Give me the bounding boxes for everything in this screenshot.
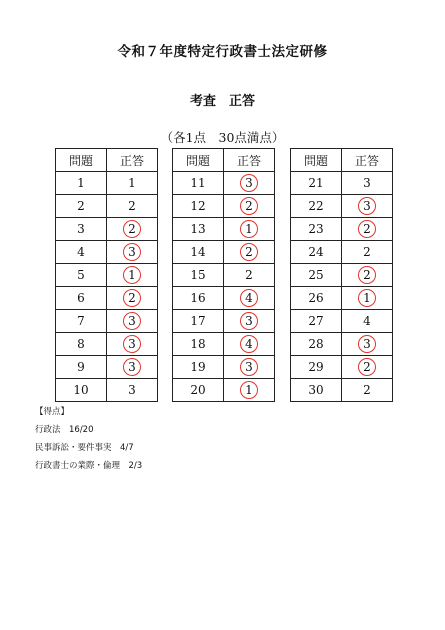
table-header-row xyxy=(56,149,158,172)
question-number: 17 xyxy=(173,310,224,333)
document-title: 令和７年度特定行政書士法定研修 xyxy=(117,44,328,60)
table-row xyxy=(173,195,275,218)
table-row xyxy=(173,172,275,195)
correct-answer-cell xyxy=(107,218,158,241)
correct-answer-cell xyxy=(224,310,275,333)
correct-answer-cell xyxy=(107,195,158,218)
score-line-ethics: 行政書士の業際・倫理 2/3 xyxy=(35,461,143,471)
answer-table-2 xyxy=(172,148,275,402)
question-number: 28 xyxy=(291,333,342,356)
answer-value: 4 xyxy=(363,314,371,328)
circled-answer: 3 xyxy=(123,335,141,353)
correct-answer-cell xyxy=(342,287,393,310)
correct-answer-cell xyxy=(342,218,393,241)
question-number: 21 xyxy=(291,172,342,195)
question-number: 12 xyxy=(173,195,224,218)
score-line-civil-procedure: 民事訴訟・要件事実 4/7 xyxy=(35,443,134,453)
circled-answer: 3 xyxy=(358,335,376,353)
table-row xyxy=(173,310,275,333)
correct-answer-cell xyxy=(107,356,158,379)
table-row xyxy=(291,195,393,218)
correct-answer-cell xyxy=(224,379,275,402)
circled-answer: 1 xyxy=(123,266,141,284)
circled-answer: 2 xyxy=(123,220,141,238)
table-row xyxy=(56,356,158,379)
header-answer: 正答 xyxy=(342,149,393,172)
question-number: 22 xyxy=(291,195,342,218)
circled-answer: 1 xyxy=(240,220,258,238)
question-number: 11 xyxy=(173,172,224,195)
correct-answer-cell xyxy=(342,241,393,264)
table-row xyxy=(56,195,158,218)
question-number: 29 xyxy=(291,356,342,379)
correct-answer-cell xyxy=(224,287,275,310)
correct-answer-cell xyxy=(342,379,393,402)
correct-answer-cell xyxy=(342,264,393,287)
correct-answer-cell xyxy=(224,195,275,218)
question-number: 15 xyxy=(173,264,224,287)
question-number: 27 xyxy=(291,310,342,333)
answer-table-3 xyxy=(290,148,393,402)
question-number: 25 xyxy=(291,264,342,287)
correct-answer-cell xyxy=(224,218,275,241)
circled-answer: 3 xyxy=(240,358,258,376)
question-number: 10 xyxy=(56,379,107,402)
answer-value: 3 xyxy=(363,176,371,190)
question-number: 2 xyxy=(56,195,107,218)
question-number: 16 xyxy=(173,287,224,310)
question-number: 20 xyxy=(173,379,224,402)
table-row xyxy=(291,379,393,402)
table-row xyxy=(173,356,275,379)
answer-value: 2 xyxy=(245,268,253,282)
table-row xyxy=(291,310,393,333)
circled-answer: 3 xyxy=(240,312,258,330)
table-row xyxy=(56,310,158,333)
table-row xyxy=(56,264,158,287)
circled-answer: 4 xyxy=(240,335,258,353)
question-number: 13 xyxy=(173,218,224,241)
score-section xyxy=(35,403,142,475)
table-header-row xyxy=(173,149,275,172)
table-header-row xyxy=(291,149,393,172)
question-number: 1 xyxy=(56,172,107,195)
table-row xyxy=(173,218,275,241)
answer-table-1 xyxy=(55,148,158,402)
circled-answer: 3 xyxy=(123,358,141,376)
table-row xyxy=(291,287,393,310)
document-subtitle: 考査 正答 xyxy=(189,94,255,109)
score-heading: 【得点】 xyxy=(35,407,70,417)
question-number: 24 xyxy=(291,241,342,264)
table-row xyxy=(56,172,158,195)
table-row xyxy=(291,218,393,241)
answer-value: 1 xyxy=(128,176,136,190)
correct-answer-cell xyxy=(342,172,393,195)
correct-answer-cell xyxy=(107,287,158,310)
question-number: 5 xyxy=(56,264,107,287)
circled-answer: 2 xyxy=(240,197,258,215)
question-number: 8 xyxy=(56,333,107,356)
table-row xyxy=(291,241,393,264)
correct-answer-cell xyxy=(342,333,393,356)
table-row xyxy=(56,218,158,241)
circled-answer: 3 xyxy=(240,174,258,192)
header-question: 問題 xyxy=(291,149,342,172)
table-row xyxy=(56,287,158,310)
circled-answer: 2 xyxy=(358,220,376,238)
circled-answer: 3 xyxy=(123,312,141,330)
table-row xyxy=(291,172,393,195)
question-number: 4 xyxy=(56,241,107,264)
table-row xyxy=(56,379,158,402)
question-number: 26 xyxy=(291,287,342,310)
circled-answer: 1 xyxy=(358,289,376,307)
table-row xyxy=(291,264,393,287)
circled-answer: 3 xyxy=(358,197,376,215)
question-number: 7 xyxy=(56,310,107,333)
circled-answer: 1 xyxy=(240,381,258,399)
correct-answer-cell xyxy=(342,195,393,218)
correct-answer-cell xyxy=(224,172,275,195)
correct-answer-cell xyxy=(342,310,393,333)
correct-answer-cell xyxy=(107,264,158,287)
header-answer: 正答 xyxy=(107,149,158,172)
circled-answer: 2 xyxy=(240,243,258,261)
correct-answer-cell xyxy=(224,356,275,379)
correct-answer-cell xyxy=(224,241,275,264)
circled-answer: 2 xyxy=(123,289,141,307)
table-row xyxy=(56,333,158,356)
question-number: 14 xyxy=(173,241,224,264)
table-row xyxy=(56,241,158,264)
question-number: 6 xyxy=(56,287,107,310)
question-number: 18 xyxy=(173,333,224,356)
answer-value: 2 xyxy=(128,199,136,213)
question-number: 19 xyxy=(173,356,224,379)
table-row xyxy=(173,333,275,356)
correct-answer-cell xyxy=(224,264,275,287)
circled-answer: 3 xyxy=(123,243,141,261)
table-row xyxy=(173,287,275,310)
correct-answer-cell xyxy=(107,333,158,356)
correct-answer-cell xyxy=(342,356,393,379)
question-number: 3 xyxy=(56,218,107,241)
circled-answer: 4 xyxy=(240,289,258,307)
table-row xyxy=(173,264,275,287)
circled-answer: 2 xyxy=(358,266,376,284)
score-line-administrative-law: 行政法 16/20 xyxy=(35,425,94,435)
answer-value: 3 xyxy=(128,383,136,397)
circled-answer: 2 xyxy=(358,358,376,376)
answer-value: 2 xyxy=(363,383,371,397)
question-number: 23 xyxy=(291,218,342,241)
header-question: 問題 xyxy=(173,149,224,172)
correct-answer-cell xyxy=(107,241,158,264)
header-answer: 正答 xyxy=(224,149,275,172)
correct-answer-cell xyxy=(107,379,158,402)
header-question: 問題 xyxy=(56,149,107,172)
question-number: 30 xyxy=(291,379,342,402)
answer-value: 2 xyxy=(363,245,371,259)
table-row xyxy=(291,333,393,356)
correct-answer-cell xyxy=(224,333,275,356)
correct-answer-cell xyxy=(107,310,158,333)
table-row xyxy=(291,356,393,379)
correct-answer-cell xyxy=(107,172,158,195)
table-row xyxy=(173,241,275,264)
question-number: 9 xyxy=(56,356,107,379)
points-note: （各1点 30点満点） xyxy=(160,130,285,145)
table-row xyxy=(173,379,275,402)
